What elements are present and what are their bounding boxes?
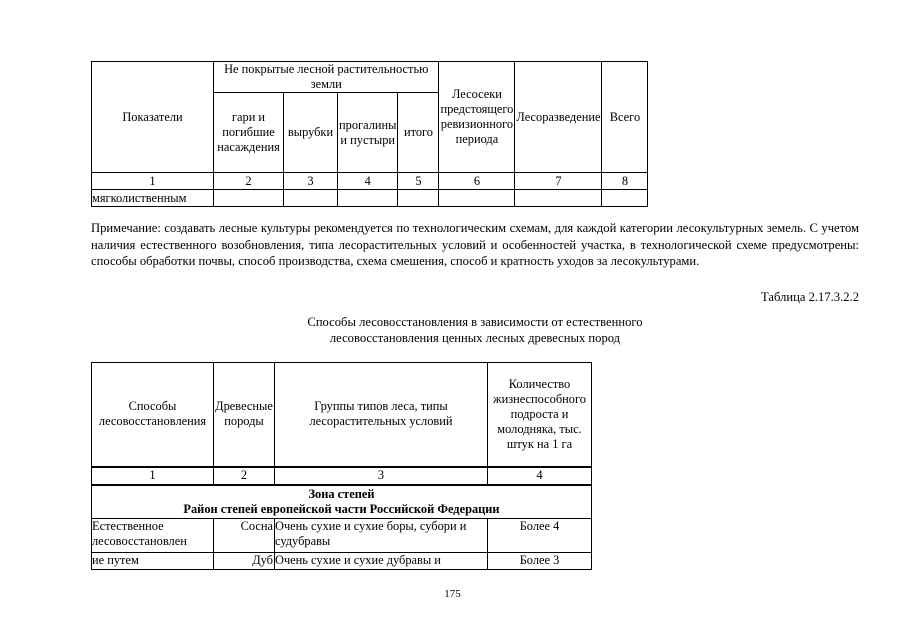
- species-cell: Дуб: [214, 553, 275, 570]
- zone-header: [92, 485, 592, 519]
- table-cell: [515, 190, 602, 207]
- zone-title: Зона степей: [308, 486, 375, 501]
- region-title: Район степей европейской части Российской Федерации: [183, 501, 500, 516]
- row-label-softwood: мягколиственным: [92, 190, 214, 207]
- col-number: 3: [275, 467, 488, 485]
- col-number: 2: [214, 173, 284, 190]
- header-glades: прогалины и пустыри: [338, 93, 398, 173]
- col-number: 4: [338, 173, 398, 190]
- page-number: 175: [444, 588, 461, 600]
- count-cell: Более 3: [488, 553, 592, 570]
- table-cell: [439, 190, 515, 207]
- header-logging-sites: Лесосеки предстоящего ревизионного периода: [439, 62, 515, 173]
- table-cell: [284, 190, 338, 207]
- header-burnt-stands: гари и погибшие насаждения: [214, 93, 284, 173]
- col-number: 1: [92, 467, 214, 485]
- col-number: 3: [284, 173, 338, 190]
- col-number: 1: [92, 173, 214, 190]
- count-cell: Более 4: [488, 519, 592, 553]
- header-indicators: Показатели: [92, 62, 214, 173]
- caption-line-2: лесовосстановления ценных лесных древесных пород: [329, 331, 621, 345]
- header-undergrowth-count: Количество жизнеспособного подроста и молодняка, тыс. штук на 1 га: [488, 363, 592, 467]
- header-clearings: вырубки: [284, 93, 338, 173]
- header-methods: Способы лесовосстановления: [92, 363, 214, 467]
- method-cell: Естественное лесовосстановлен: [92, 519, 214, 553]
- header-total: Всего: [602, 62, 648, 173]
- col-number: 4: [488, 467, 592, 485]
- col-number: 2: [214, 467, 275, 485]
- species-cell: Сосна: [214, 519, 275, 553]
- header-species: Древесные породы: [214, 363, 275, 467]
- col-number: 5: [398, 173, 439, 190]
- col-number: 6: [439, 173, 515, 190]
- forest-types-cell: Очень сухие и сухие боры, субори и судубравы: [275, 519, 488, 553]
- col-number: 8: [602, 173, 648, 190]
- table-caption: [91, 314, 859, 346]
- header-subtotal: итого: [398, 93, 439, 173]
- table-cell: [602, 190, 648, 207]
- reforestation-methods-table: [91, 362, 592, 570]
- table-cell: [338, 190, 398, 207]
- col-number: 7: [515, 173, 602, 190]
- header-uncovered-lands: Не покрытые лесной растительностью земли: [214, 62, 439, 93]
- header-forest-types: Группы типов леса, типы лесорастительных условий: [275, 363, 488, 467]
- table-cell: [398, 190, 439, 207]
- note-paragraph: Примечание: создавать лесные культуры рекомендуется по технологическим схемам, для каждой категории лесокультурных земель. С учетом наличия естественного возобновления, типа лесорастительных условий и особенностей участка, в технологической схеме предусмотрены: способы обработки почвы, способ производства, схема смешения, способ и кратность уходов за лесокультурами.: [91, 221, 859, 268]
- header-afforestation: Лесоразведение: [515, 62, 602, 173]
- caption-line-1: Способы лесовосстановления в зависимости от естественного: [307, 315, 643, 329]
- table-number: Таблица 2.17.3.2.2: [761, 290, 859, 304]
- table-cell: [214, 190, 284, 207]
- method-cell: ие путем: [92, 553, 214, 570]
- indicators-table: [91, 61, 648, 207]
- forest-types-cell: Очень сухие и сухие дубравы и: [275, 553, 488, 570]
